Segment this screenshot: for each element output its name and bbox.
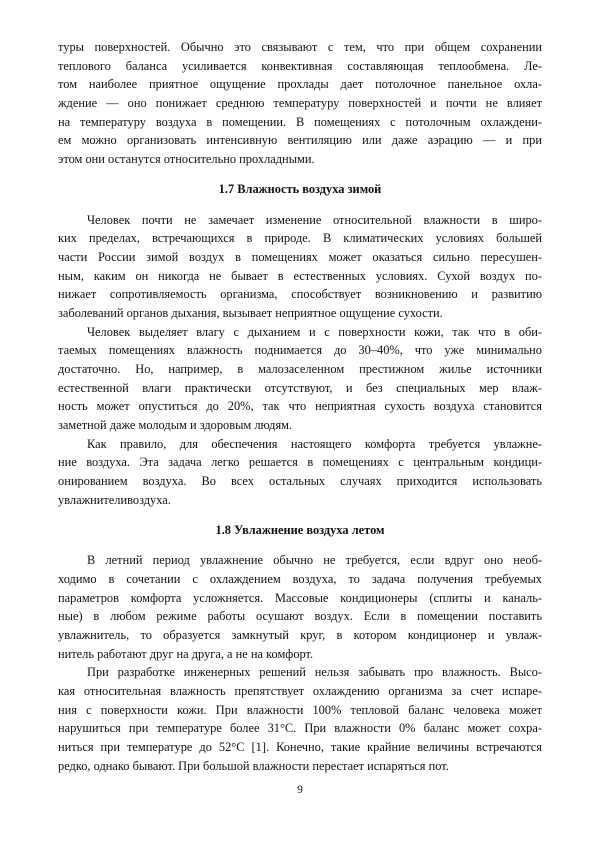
section-1-8-paragraph-1	[58, 551, 542, 663]
section-1-7-paragraph-1	[58, 211, 542, 323]
spacer	[58, 510, 542, 521]
text-line: нитель работают друг на друга, а не на комфорт.	[58, 646, 314, 661]
page-content	[58, 38, 542, 775]
text-line: теплового баланса усиливается конвективная составляющая теплообмена. Ле-	[58, 58, 542, 73]
text-line: Человек выделяет влагу с дыханием и с поверхности кожи, так что в оби-	[87, 324, 542, 339]
text-line: туры поверхностей. Обычно это связывают с тем, что при общем сохранении	[58, 40, 542, 54]
text-line: том наиболее приятное ощущение прохлады дает потолочное панельное охла-	[58, 77, 542, 92]
spacer	[58, 199, 542, 211]
text-line: редко, однако бывают. При большой влажности перестает испаряться пот.	[58, 758, 449, 773]
text-line: части России зимой воздух в помещениях может оказаться сильно пересушен-	[58, 249, 542, 264]
text-line: ходимо в сочетании с охлаждением воздуха, то задача получения требуемых	[58, 571, 542, 586]
section-heading-1-7: 1.7 Влажность воздуха зимой	[218, 181, 382, 196]
intro-paragraph	[58, 38, 542, 169]
page-number: 9	[297, 784, 303, 796]
text-line: ность может опуститься до 20%, так что неприятная сухость воздуха становится	[58, 399, 542, 414]
text-line: ным, каким он никогда не бывает в естественных условиях. Сухой воздух по-	[58, 268, 542, 283]
text-line: этом они останутся относительно прохладными.	[58, 152, 315, 167]
text-line: нижает сопротивляемость организма, способствует возникновению и развитию	[58, 287, 542, 302]
section-heading-1-8: 1.8 Увлажнение воздуха летом	[215, 522, 385, 537]
section-1-7-paragraph-2	[58, 323, 542, 435]
text-line: увлажнителивоздуха.	[58, 492, 171, 507]
section-1-7-paragraph-3	[58, 435, 542, 510]
spacer	[58, 539, 542, 551]
section-1-8-paragraph-2	[58, 663, 542, 775]
text-line: достаточно. Но, например, в малозаселенном престижном жилье источники	[58, 362, 542, 376]
text-line: В летний период увлажнение обычно не требуется, если вдруг оно необ-	[87, 553, 542, 568]
text-line: ких пределах, встречающихся в природе. В климатических условиях большей	[58, 231, 542, 246]
text-line: Человек почти не замечает изменение относительной влажности в широ-	[87, 212, 542, 227]
text-line: ния с поверхности кожи. При влажности 100% тепловой баланс человека может	[58, 702, 542, 717]
text-line: кая относительная влажность препятствует охлаждению организма за счет испаре-	[58, 684, 542, 698]
text-line: ем можно организовать интенсивную вентиляцию или даже аэрацию — и при	[58, 133, 542, 148]
text-line: При разработке инженерных решений нельзя забывать про влажность. Высо-	[87, 665, 542, 680]
spacer	[58, 169, 542, 180]
text-line: Как правило, для обеспечения настоящего комфорта требуется увлажне-	[87, 436, 542, 451]
text-line: естественной влаги практически отсутствуют, и без специальных мер влаж-	[58, 380, 542, 395]
text-line: на температуру воздуха в помещении. В помещениях с потолочным охлаждени-	[58, 114, 542, 129]
text-line: ниться при температуре до 52°С [1]. Конечно, такие крайние величины встречаются	[58, 740, 542, 755]
text-line: заметной даже молодым и здоровым людям.	[58, 418, 293, 433]
text-line: ждение — оно понижает среднюю температуру поверхностей и почти не влияет	[58, 96, 542, 111]
text-line: увлажнитель, то образуется замкнутый круг, в котором кондиционер и увлаж-	[58, 627, 542, 642]
text-line: ные) в любом режиме работы осушают воздух. Если в помещении поставить	[58, 609, 542, 624]
text-line: ние воздуха. Эта задача легко решается в помещениях с центральным кондици-	[58, 455, 542, 470]
text-line: нарушиться при температуре более 31°С. При влажности 0% баланс может сохра-	[58, 721, 542, 736]
text-line: параметров комфорта усложняется. Массовые кондиционеры (сплиты и каналь-	[58, 590, 542, 605]
text-line: заболеваний органов дыхания, вызывает неприятное ощущение сухости.	[58, 305, 443, 320]
text-line: онированием воздуха. Во всех остальных случаях приходится использовать	[58, 474, 542, 489]
text-line: таемых помещениях влажность поднимается до 30–40%, что уже минимально	[58, 343, 542, 358]
